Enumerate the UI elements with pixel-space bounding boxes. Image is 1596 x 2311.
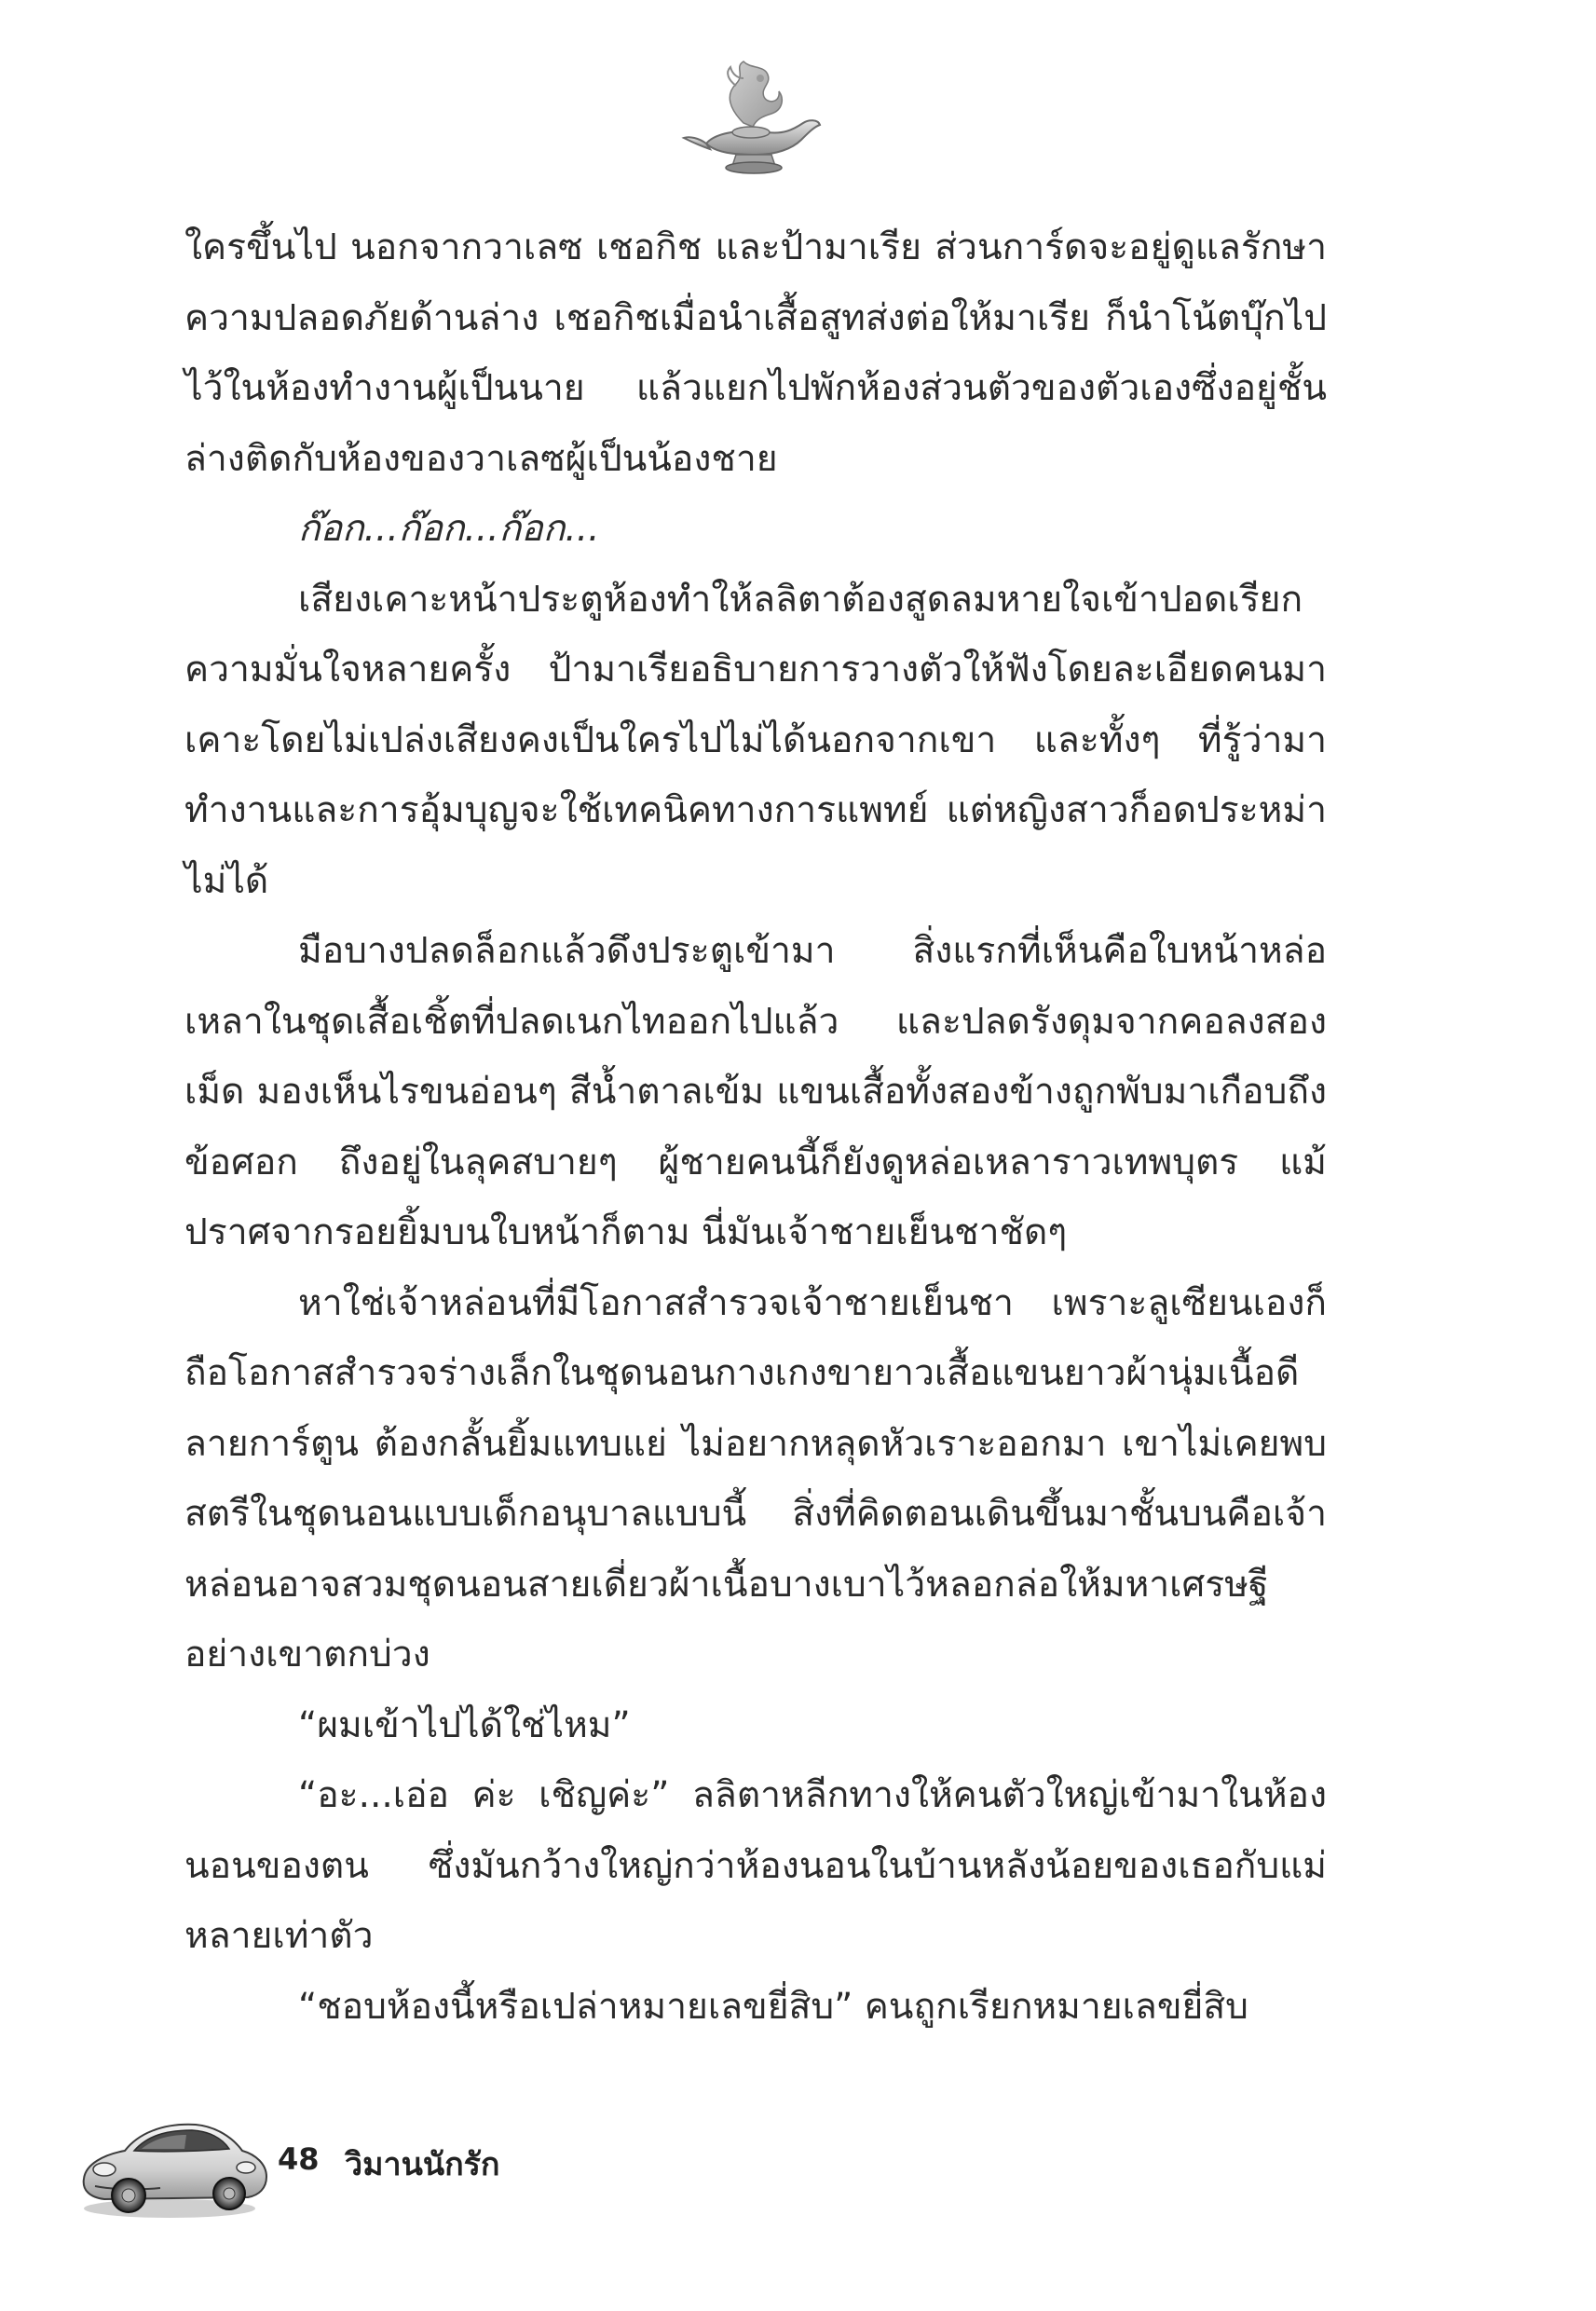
page-number: 48: [278, 2141, 320, 2177]
paragraph: มือบางปลดล็อกแล้วดึงประตูเข้ามา สิ่งแรกที่เห็นคือใบหน้าหล่อเหลาในชุดเสื้อเชิ้ตที่ปลดเนกไทออกไปแล้ว และปลดรังดุมจากคอลงสองเม็ด มองเห็นไรขนอ่อนๆ สีน้ำตาลเข้ม แขนเสื้อทั้งสองข้างถูกพับมาเกือบถึงข้อศอก ถึงอยู่ในลุคสบายๆ ผู้ชายคนนี้ก็ยังดูหล่อเหลาราวเทพบุตร แม้ปราศจากรอยยิ้มบนใบหน้าก็ตาม นี่มันเจ้าชายเย็นชาชัดๆ: [184, 930, 1327, 1253]
page-footer: [76, 2097, 598, 2227]
paragraph-continued: ใครขึ้นไป นอกจากวาเลซ เชอกิช และป้ามาเรีย ส่วนการ์ดจะอยู่ดูแลรักษาความปลอดภัยด้านล่าง เชอกิชเมื่อนำเสื้อสูทส่งต่อให้มาเรีย ก็นำโน้ตบุ๊กไปไว้ในห้องทำงานผู้เป็นนาย แล้วแยกไปพักห้องส่วนตัวของตัวเองซึ่งอยู่ชั้นล่างติดกับห้องของวาเลซผู้เป็นน้องชาย: [184, 226, 1327, 480]
genie-lamp-icon: [678, 58, 827, 181]
body-text: [184, 212, 1327, 2042]
sports-car-icon: [76, 2097, 272, 2222]
paragraph-dialogue: “ชอบห้องนี้หรือเปล่าหมายเลขยี่สิบ” คนถูกเรียกหมายเลขยี่สิบ: [298, 1985, 1248, 2028]
paragraph: เสียงเคาะหน้าประตูห้องทำให้ลลิตาต้องสูดลมหายใจเข้าปอดเรียกความมั่นใจหลายครั้ง ป้ามาเรียอธิบายการวางตัวให้ฟังโดยละเอียดคนมาเคาะโดยไม่เปล่งเสียงคงเป็นใครไปไม่ได้นอกจากเขา และทั้งๆ ที่รู้ว่ามาทำงานและการอุ้มบุญจะใช้เทคนิคทางการแพทย์ แต่หญิงสาวก็อดประหม่าไม่ได้: [184, 578, 1327, 902]
paragraph-knock-sound: ก๊อก...ก๊อก...ก๊อก...: [298, 508, 600, 550]
paragraph-dialogue: “ผมเข้าไปได้ใช่ไหม”: [298, 1703, 631, 1746]
paragraph: หาใช่เจ้าหล่อนที่มีโอกาสสำรวจเจ้าชายเย็นชา เพราะลูเซียนเองก็ถือโอกาสสำรวจร่างเล็กในชุดนอนกางเกงขายาวเสื้อแขนยาวผ้านุ่มเนื้อดีลายการ์ตูน ต้องกลั้นยิ้มแทบแย่ ไม่อยากหลุดหัวเราะออกมา เขาไม่เคยพบสตรีในชุดนอนแบบเด็กอนุบาลแบบนี้ สิ่งที่คิดตอนเดินขึ้นมาชั้นบนคือเจ้าหล่อนอาจสวมชุดนอนสายเดี่ยวผ้าเนื้อบางเบาไว้หลอกล่อให้มหาเศรษฐีอย่างเขาตกบ่วง: [184, 1281, 1327, 1675]
book-title: วิมานนักรัก: [345, 2146, 500, 2183]
paragraph-dialogue: “อะ...เอ่อ ค่ะ เชิญค่ะ” ลลิตาหลีกทางให้คนตัวใหญ่เข้ามาในห้องนอนของตน ซึ่งมันกว้างใหญ่กว่าห้องนอนในบ้านหลังน้อยของเธอกับแม่หลายเท่าตัว: [184, 1774, 1327, 1957]
